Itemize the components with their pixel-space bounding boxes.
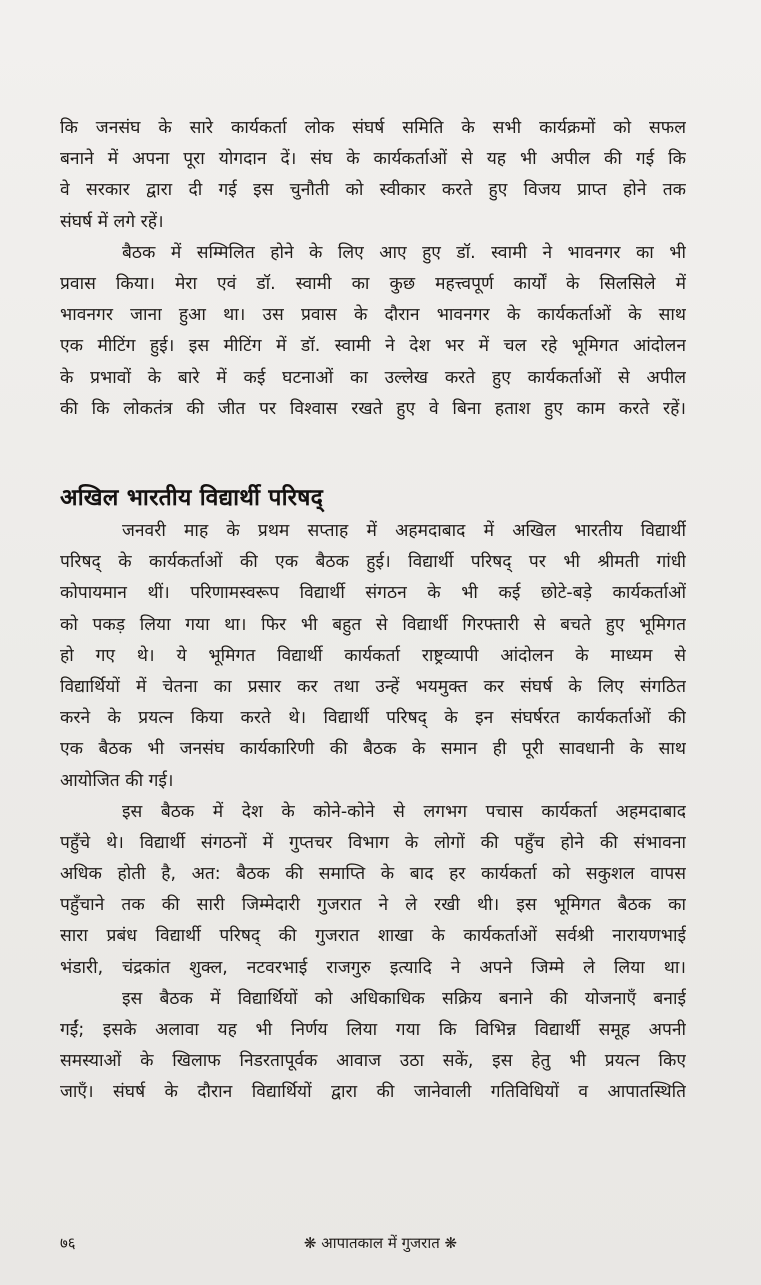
paragraph-5 bbox=[60, 984, 686, 1109]
paragraph-1 bbox=[60, 113, 686, 238]
text-line: भंडारी, चंद्रकांत शुक्ल, नटवरभाई राजगुरु इत्यादि ने अपने जिम्मे ले लिया था। bbox=[60, 957, 686, 978]
text-line: एक बैठक भी जनसंघ कार्यकारिणी की बैठक के समान ही पूरी सावधानी के साथ bbox=[60, 739, 686, 760]
text-line: परिषद् के कार्यकर्ताओं की एक बैठक हुई। विद्यार्थी परिषद् पर भी श्रीमती गांधी bbox=[60, 552, 686, 573]
text-line: जनवरी माह के प्रथम सप्ताह में अहमदाबाद में अखिल भारतीय विद्यार्थी bbox=[122, 521, 686, 541]
text-line: करने के प्रयत्न किया करते थे। विद्यार्थी परिषद् के इन संघर्षरत कार्यकर्ताओं की bbox=[60, 708, 686, 729]
paragraph-4 bbox=[60, 797, 686, 984]
text-block-top bbox=[60, 113, 686, 425]
text-line: जाएँ। संघर्ष के दौरान विद्यार्थियों द्वारा की जानेवाली गतिविधियों व आपातस्थिति bbox=[60, 1082, 686, 1103]
text-line: भावनगर जाना हुआ था। उस प्रवास के दौरान भावनगर के कार्यकर्ताओं के साथ bbox=[60, 305, 686, 326]
paragraph-3 bbox=[60, 516, 686, 797]
text-line: सारा प्रबंध विद्यार्थी परिषद् की गुजरात शाखा के कार्यकर्ताओं सर्वश्री नारायणभाई bbox=[60, 926, 686, 947]
text-line: के प्रभावों के बारे में कई घटनाओं का उल्लेख करते हुए कार्यकर्ताओं से अपील bbox=[60, 367, 686, 388]
text-line: कोपायमान थीं। परिणामस्वरूप विद्यार्थी संगठन के भी कई छोटे-बड़े कार्यकर्ताओं bbox=[60, 583, 686, 604]
text-line: एक मीटिंग हुई। इस मीटिंग में डॉ. स्वामी ने देश भर में चल रहे भूमिगत आंदोलन bbox=[60, 336, 686, 357]
text-line: बनाने में अपना पूरा योगदान दें। संघ के कार्यकर्ताओं से यह भी अपील की गई कि bbox=[60, 149, 686, 170]
text-line: गईं; इसके अलावा यह भी निर्णय लिया गया कि विभिन्न विद्यार्थी समूह अपनी bbox=[60, 1020, 686, 1040]
text-line: विद्यार्थियों में चेतना का प्रसार कर तथा उन्हें भयमुक्त कर संघर्ष के लिए संगठित bbox=[60, 676, 686, 697]
text-line: हो गए थे। ये भूमिगत विद्यार्थी कार्यकर्ता राष्ट्रव्यापी आंदोलन के माध्यम से bbox=[60, 645, 686, 666]
text-line: कि जनसंघ के सारे कार्यकर्ता लोक संघर्ष समिति के सभी कार्यक्रमों को सफल bbox=[60, 118, 686, 138]
text-line: की कि लोकतंत्र की जीत पर विश्वास रखते हुए वे बिना हताश हुए काम करते रहें। bbox=[60, 398, 686, 419]
text-line: को पकड़ लिया गया था। फिर भी बहुत से विद्यार्थी गिरफ्तारी से बचते हुए भूमिगत bbox=[60, 614, 686, 635]
running-title: ❋ आपातकाल में गुजरात ❋ bbox=[303, 1234, 458, 1252]
text-line: वे सरकार द्वारा दी गई इस चुनौती को स्वीकार करते हुए विजय प्राप्त होने तक bbox=[60, 180, 686, 201]
text-line: इस बैठक में देश के कोने-कोने से लगभग पचास कार्यकर्ता अहमदाबाद bbox=[122, 801, 686, 822]
text-line: आयोजित की गई। bbox=[60, 770, 174, 791]
section-heading: अखिल भारतीय विद्यार्थी परिषद् bbox=[60, 485, 324, 511]
text-line: बैठक में सम्मिलित होने के लिए आए हुए डॉ. स्वामी ने भावनगर का भी bbox=[122, 242, 686, 263]
text-line: समस्याओं के खिलाफ निडरतापूर्वक आवाज उठा सकें, इस हेतु भी प्रयत्न किए bbox=[60, 1051, 686, 1072]
text-line: इस बैठक में विद्यार्थियों को अधिकाधिक सक्रिय बनाने की योजनाएँ बनाई bbox=[122, 988, 686, 1009]
page-number: ७६ bbox=[60, 1234, 76, 1252]
text-line: पहुँचे थे। विद्यार्थी संगठनों में गुप्तचर विभाग के लोगों की पहुँच होने की संभावना bbox=[60, 832, 686, 853]
text-line: संघर्ष में लगे रहें। bbox=[60, 211, 164, 232]
text-line: पहुँचाने तक की सारी जिम्मेदारी गुजरात ने ले रखी थी। इस भूमिगत बैठक का bbox=[60, 895, 686, 916]
text-block-bottom bbox=[60, 516, 686, 1109]
paragraph-2 bbox=[60, 238, 686, 425]
text-line: अधिक होती है, अत: बैठक की समाप्ति के बाद हर कार्यकर्ता को सकुशल वापस bbox=[60, 864, 686, 885]
page-footer bbox=[0, 1233, 761, 1263]
text-line: प्रवास किया। मेरा एवं डॉ. स्वामी का कुछ महत्त्वपूर्ण कार्यों के सिलसिले में bbox=[60, 273, 686, 294]
